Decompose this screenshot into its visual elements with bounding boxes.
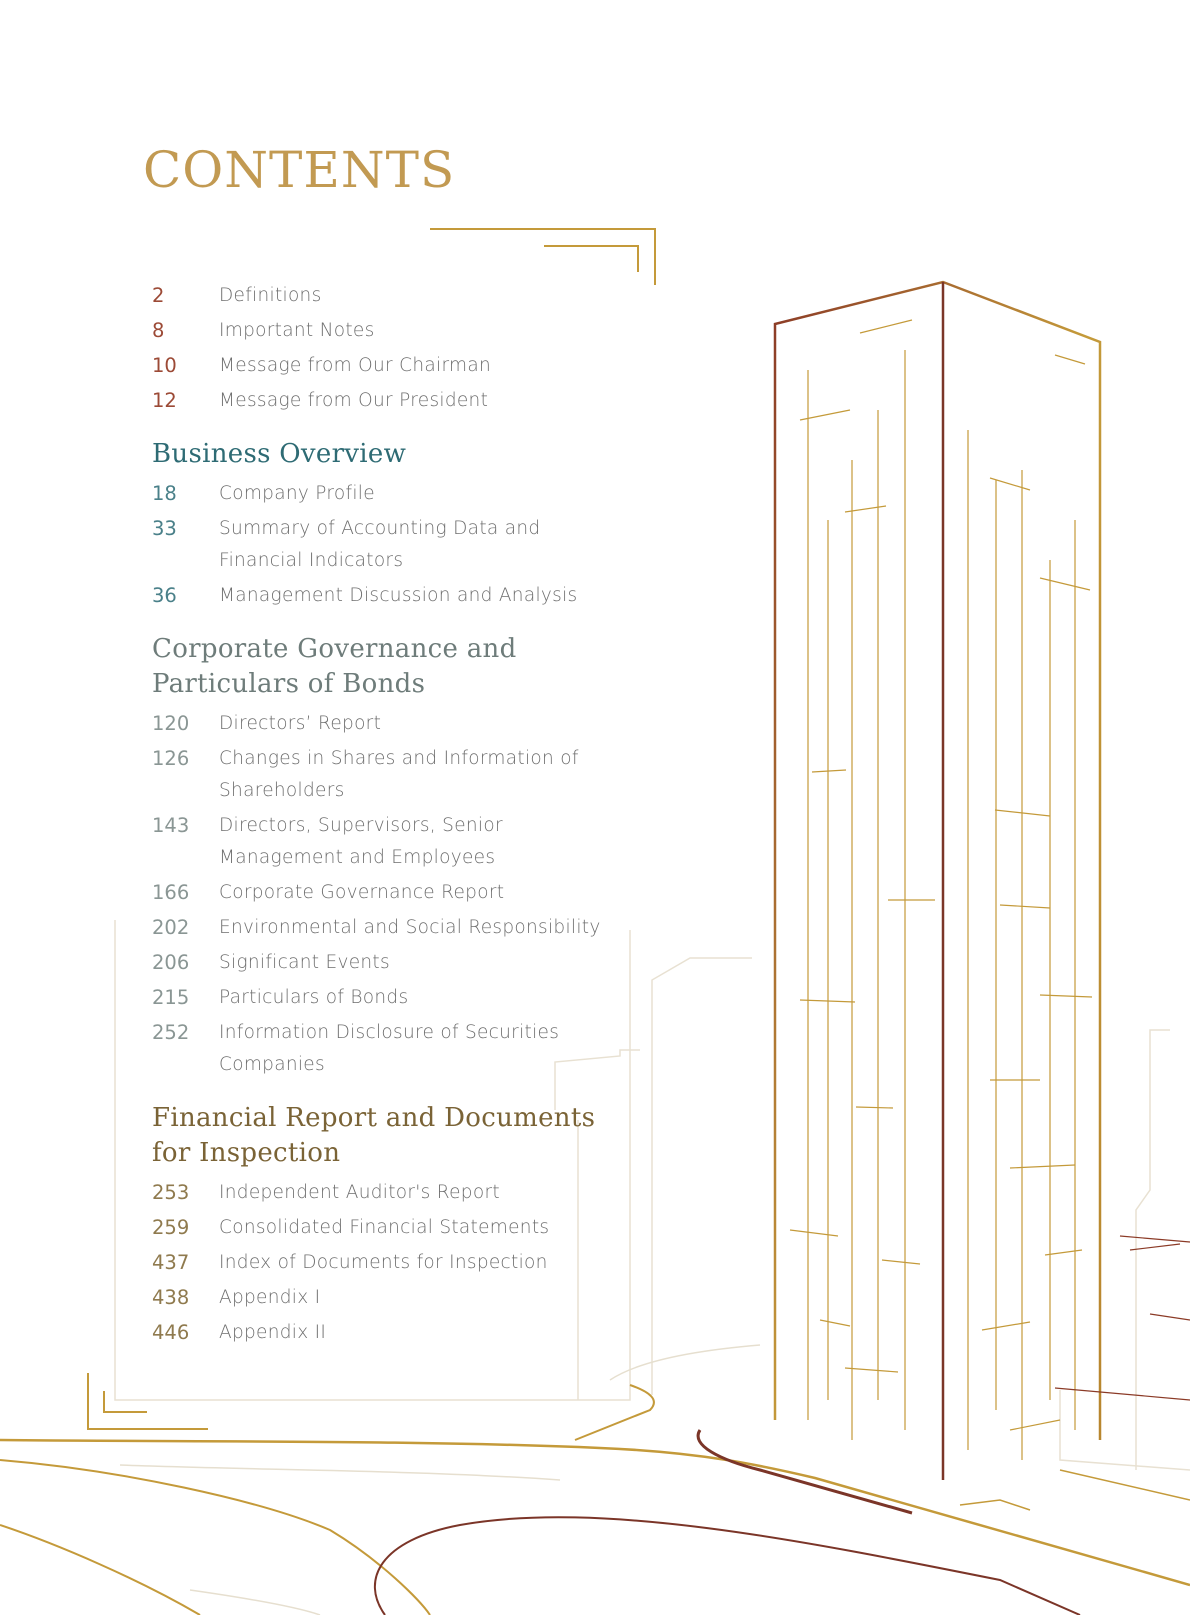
page-title: CONTENTS	[143, 141, 456, 199]
toc-entry[interactable]	[152, 280, 622, 312]
toc-entry[interactable]	[152, 947, 622, 979]
toc-entry-title: Significant Events	[219, 952, 390, 973]
toc-page-number: 36	[152, 584, 177, 607]
toc-page-number: 252	[152, 1021, 190, 1044]
top-frame-corner	[430, 229, 655, 285]
toc-entry[interactable]	[152, 315, 622, 347]
road-lines	[0, 1385, 1190, 1615]
toc-entry-title: Appendix II	[219, 1322, 327, 1343]
toc-entry-title: Environmental and Social Responsibility	[219, 917, 601, 938]
toc-page-number: 166	[152, 881, 190, 904]
toc-entry-title: Directors’ Report	[219, 713, 382, 734]
toc-entry-title: Consolidated Financial Statements	[219, 1217, 550, 1238]
toc-entry[interactable]	[152, 1247, 622, 1279]
toc-entry-title: Changes in Shares and Information of Shareholders	[219, 748, 579, 801]
toc-page-number: 206	[152, 951, 190, 974]
toc-entry-title: Particulars of Bonds	[219, 987, 409, 1008]
toc-entry-title: Definitions	[219, 285, 322, 306]
toc-entry-title: Directors, Supervisors, Senior Management and Employees	[219, 815, 503, 868]
toc-entry[interactable]	[152, 1177, 622, 1209]
section-heading: Financial Report and Documents for Inspection	[152, 1103, 596, 1168]
section-heading: Corporate Governance and Particulars of Bonds	[152, 634, 517, 699]
toc-entry[interactable]	[152, 1317, 622, 1349]
toc-entry-title: Independent Auditor's Report	[219, 1182, 500, 1203]
section-corporate-governance	[152, 632, 622, 1081]
toc-entry[interactable]	[152, 580, 622, 612]
tower-facade-lines	[790, 320, 1092, 1460]
toc-entry[interactable]	[152, 385, 622, 417]
toc-entry[interactable]	[152, 810, 622, 874]
toc-entry-title: Information Disclosure of Securities Companies	[219, 1022, 560, 1075]
toc-page-number: 33	[152, 517, 177, 540]
toc-page-number: 259	[152, 1216, 190, 1239]
toc-page-number: 18	[152, 482, 177, 505]
toc-entry[interactable]	[152, 1282, 622, 1314]
toc-page-number: 12	[152, 389, 177, 412]
toc-entry-title: Summary of Accounting Data and Financial Indicators	[219, 518, 541, 571]
toc-entry[interactable]	[152, 1017, 622, 1081]
section-financial-report	[152, 1101, 622, 1349]
toc-entry-title: Management Discussion and Analysis	[219, 585, 578, 606]
toc-entry-title: Message from Our Chairman	[219, 355, 492, 376]
toc-entry-title: Message from Our President	[219, 390, 489, 411]
toc-entry-title: Important Notes	[219, 320, 375, 341]
toc-entry-title: Corporate Governance Report	[219, 882, 505, 903]
toc-page-number: 446	[152, 1321, 190, 1344]
bottom-frame-corner	[88, 1373, 208, 1429]
toc-page-number: 202	[152, 916, 190, 939]
section-heading: Business Overview	[152, 439, 407, 469]
toc-page-number: 438	[152, 1286, 190, 1309]
toc-page-number: 126	[152, 747, 190, 770]
tower	[775, 282, 1100, 1480]
toc-page-number: 437	[152, 1251, 190, 1274]
section-intro	[152, 280, 622, 417]
toc-page-number: 143	[152, 814, 190, 837]
toc-page-number: 8	[152, 319, 165, 342]
table-of-contents	[152, 280, 622, 1352]
toc-page-number: 10	[152, 354, 177, 377]
toc-entry[interactable]	[152, 877, 622, 909]
toc-page-number: 215	[152, 986, 190, 1009]
toc-entry[interactable]	[152, 912, 622, 944]
section-business-overview	[152, 437, 622, 612]
toc-entry[interactable]	[152, 350, 622, 382]
faint-road-lines	[120, 1345, 760, 1615]
toc-entry[interactable]	[152, 1212, 622, 1244]
toc-entry[interactable]	[152, 982, 622, 1014]
toc-page-number: 2	[152, 284, 165, 307]
toc-entry[interactable]	[152, 743, 622, 807]
toc-entry-title: Company Profile	[219, 483, 375, 504]
toc-page-number: 253	[152, 1181, 190, 1204]
toc-entry[interactable]	[152, 708, 622, 740]
toc-entry[interactable]	[152, 478, 622, 510]
toc-entry[interactable]	[152, 513, 622, 577]
toc-page-number: 120	[152, 712, 190, 735]
toc-entry-title: Index of Documents for Inspection	[219, 1252, 548, 1273]
toc-entry-title: Appendix I	[219, 1287, 321, 1308]
